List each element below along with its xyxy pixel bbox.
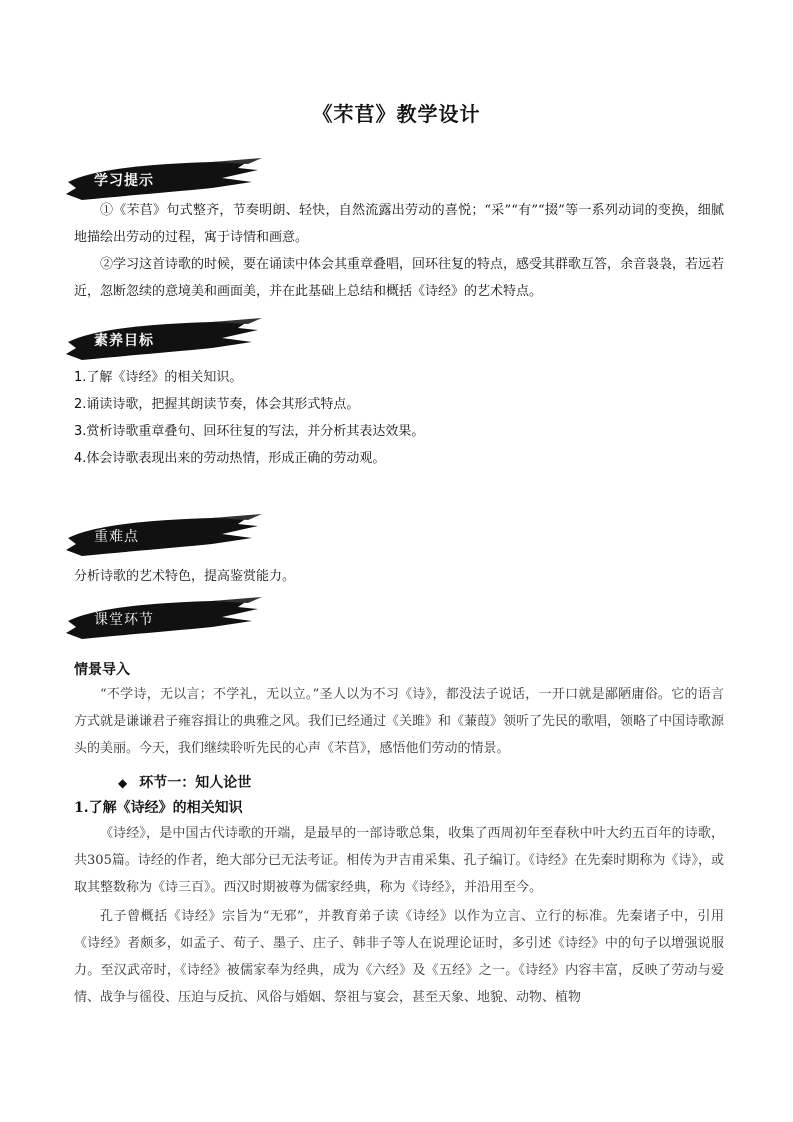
section-banner-key (62, 514, 262, 558)
goal-item-1: 1.了解《诗经》的相关知识。 (74, 370, 243, 385)
brush-stroke-icon (62, 158, 262, 202)
section-heading-goals: 素养目标 (94, 333, 154, 349)
key-text: 分析诗歌的艺术特色，提高鉴赏能力。 (74, 569, 296, 584)
section-heading-tips: 学习提示 (94, 173, 154, 189)
shijing-paragraph-2: 孔子曾概括《诗经》宗旨为“无邪”，并教育弟子读《诗经》以作为立言、立行的标准。先秦诸子中，引用《诗经》者颇多，如孟子、荀子、墨子、庄子、韩非子等人在说理论证时，多引述《诗经》中的句子以增强说服力。至汉武帝时，《诗经》被儒家奉为经典，成为《六经》及《五经》之一。《诗经》内容丰富，反映了劳动与爱情、战争与徭役、压迫与反抗、风俗与婚姻、祭祖与宴会，甚至天象、地貌、动物、植物 (74, 909, 724, 1005)
brush-stroke-icon (62, 597, 262, 641)
step-one-heading (118, 772, 251, 792)
diamond-bullet-icon: ◆ (118, 776, 128, 790)
tips-paragraph-1: ①《芣苢》句式整齐，节奏明朗、轻快，自然流露出劳动的喜悦；“采”“有”“掇”等一系列动词的变换，细腻地描绘出劳动的过程，寓于诗情和画意。 (74, 203, 724, 245)
tips-paragraph-2: ②学习这首诗歌的时候，要在诵读中体会其重章叠唱，回环往复的特点，感受其群歌互答，余音袅袅，若远若近，忽断忽续的意境美和画面美，并在此基础上总结和概括《诗经》的艺术特点。 (74, 257, 725, 299)
goal-item-2: 2.诵读诗歌，把握其朗读节奏，体会其形式特点。 (74, 397, 360, 412)
page-title: 《芣苢》教学设计 (312, 102, 481, 126)
section-banner-tips (62, 158, 262, 202)
section-heading-class: 课堂环节 (94, 612, 154, 628)
brush-stroke-icon (62, 514, 262, 558)
intro-heading: 情景导入 (74, 662, 130, 678)
section-heading-key: 重难点 (94, 529, 139, 545)
brush-stroke-icon (62, 318, 262, 362)
shijing-paragraph-1: 《诗经》，是中国古代诗歌的开端，是最早的一部诗歌总集，收集了西周初年至春秋中叶大约五百年的诗歌，共305篇。诗经的作者，绝大部分已无法考证。相传为尹吉甫采集、孔子编订。《诗经》在先秦时期称为《诗》，或取其整数称为《诗三百》。西汉时期被尊为儒家经典，称为《诗经》，并沿用至今。 (74, 826, 724, 895)
section-banner-goals (62, 318, 262, 362)
subheading-shijing: 1.了解《诗经》的相关知识 (74, 800, 243, 816)
goal-item-3: 3.赏析诗歌重章叠句、回环往复的写法，并分析其表达效果。 (74, 424, 425, 439)
intro-paragraph: “不学诗，无以言；不学礼，无以立。”圣人以为不习《诗》，都没法子说话，一开口就是鄙陋庸俗。它的语言方式就是谦谦君子雍容揖让的典雅之风。我们已经通过《关雎》和《蒹葭》领听了先民的歌唱，领略了中国诗歌源头的美丽。今天，我们继续聆听先民的心声《芣苢》，感悟他们劳动的情景。 (74, 687, 725, 756)
section-banner-class (62, 597, 262, 641)
goal-item-4: 4.体会诗歌表现出来的劳动热情，形成正确的劳动观。 (74, 451, 386, 466)
step-one-label: 环节一：知人论世 (139, 775, 252, 791)
